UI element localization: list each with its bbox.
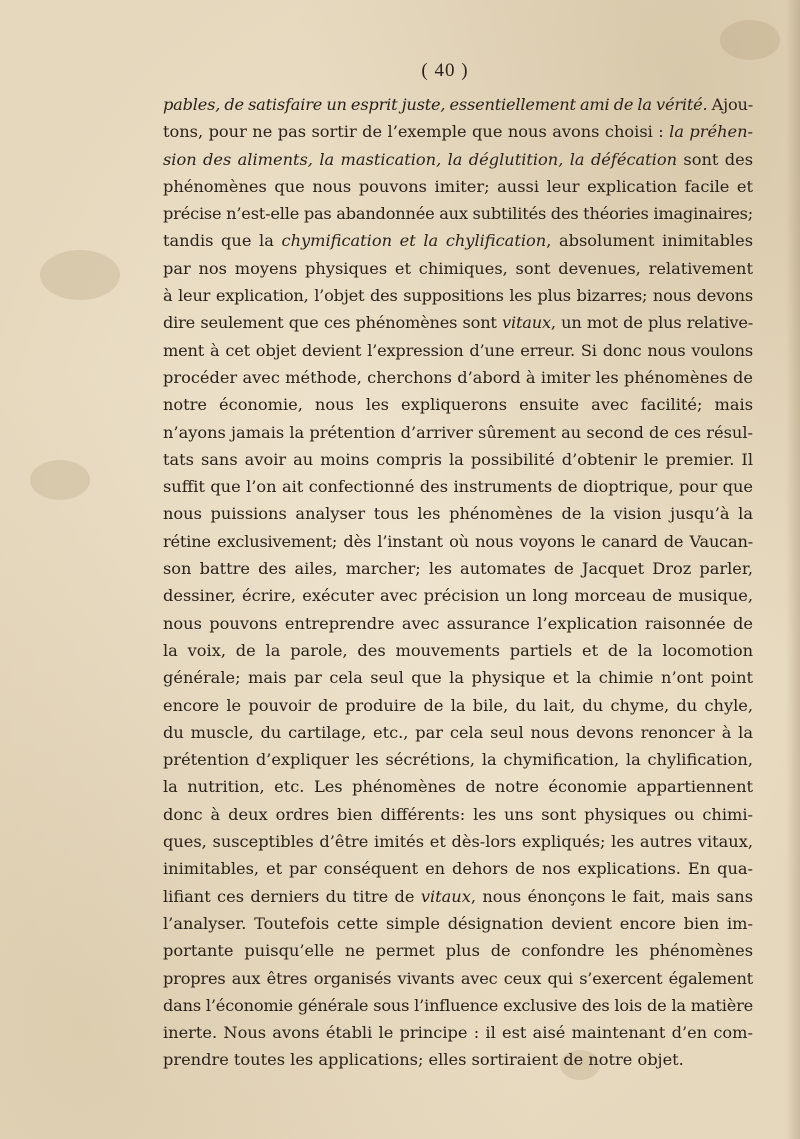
page-number: ( 40 ) [421, 60, 469, 81]
text-segment: précise n’est-elle pas abandonnée aux subtilités des théories imaginaires; [163, 204, 753, 224]
text-line [163, 719, 753, 746]
text-segment: inerte. Nous avons établi le principe : il est aisé maintenant d’en com- [163, 1023, 753, 1043]
text-line [163, 91, 753, 118]
text-segment: suffit que l’on ait confectionné des instruments de dioptrique, pour que [163, 477, 753, 497]
text-line [163, 582, 753, 609]
paper-stain [30, 460, 90, 500]
text-segment: ment à cet objet devient l’expression d’une erreur. Si donc nous voulons [163, 340, 753, 360]
text-line [163, 801, 753, 828]
text-line [163, 200, 753, 227]
text-line [163, 883, 753, 910]
text-line [163, 828, 753, 855]
text-segment: lifiant ces derniers du titre de [163, 886, 421, 906]
text-line [163, 692, 753, 719]
text-segment: par nos moyens physiques et chimiques, sont devenues, relativement [163, 258, 753, 278]
text-line [163, 364, 753, 391]
text-line [163, 1046, 753, 1073]
text-segment: , nous énonçons le fait, mais sans [470, 886, 754, 906]
text-line [163, 528, 753, 555]
text-line [163, 118, 753, 145]
text-segment: à leur explication, l’objet des suppositions les plus bizarres; nous devons [163, 286, 753, 306]
text-segment: la voix, de la parole, des mouvements partiels et de la locomotion [163, 640, 753, 660]
text-line [163, 855, 753, 882]
text-line [163, 773, 753, 800]
italic-text: chymification et la chylification [281, 231, 547, 251]
text-line [163, 637, 753, 664]
text-segment: prétention d’expliquer les sécrétions, la chymification, la chylification, [163, 750, 753, 770]
text-segment: tons, pour ne pas sortir de l’exemple que nous avons choisi : [163, 122, 670, 142]
text-line [163, 910, 753, 937]
text-line [163, 446, 753, 473]
text-segment: son battre des ailes, marcher; les automates de Jacquet Droz parler, [163, 559, 753, 579]
page-edge-shadow [786, 0, 800, 1139]
text-line [163, 282, 753, 309]
text-segment: sont des [677, 149, 753, 169]
text-line [163, 664, 753, 691]
text-line [163, 746, 753, 773]
text-line [163, 500, 753, 527]
text-segment: dire seulement que ces phénomènes sont [163, 313, 503, 333]
text-line [163, 992, 753, 1019]
body-text [163, 91, 753, 1074]
text-segment: dans l’économie générale sous l’influence exclusive des lois de la matière [163, 995, 753, 1015]
text-segment: nous puissions analyser tous les phénomènes de la vision jusqu’à la [163, 504, 753, 524]
text-segment: dessiner, écrire, exécuter avec précision un long morceau de musique, [163, 586, 753, 606]
italic-text: sion des aliments, la mastication, la déglutition, la défécation [163, 149, 678, 169]
text-segment: générale; mais par cela seul que la physique et la chimie n’ont point [163, 668, 753, 688]
text-segment: Ajou- [707, 95, 754, 114]
text-segment: la nutrition, etc. Les phénomènes de notre économie appartiennent [163, 777, 753, 797]
text-segment: ques, susceptibles d’être imités et dès-lors expliqués; les autres vitaux, [163, 832, 753, 852]
text-segment: inimitables, et par conséquent en dehors de nos explications. En qua- [163, 859, 753, 879]
text-segment: l’analyser. Toutefois cette simple désignation devient encore bien im- [163, 913, 753, 933]
text-segment: portante puisqu’elle ne permet plus de confondre les phénomènes [163, 941, 753, 961]
text-segment: n’ayons jamais la prétention d’arriver sûrement au second de ces résul- [163, 422, 753, 442]
italic-text: la préhen- [669, 122, 753, 142]
text-line [163, 937, 753, 964]
text-segment: tats sans avoir au moins compris la possibilité d’obtenir le premier. Il [163, 449, 753, 469]
text-line [163, 555, 753, 582]
text-line [163, 610, 753, 637]
text-line [163, 419, 753, 446]
text-line [163, 146, 753, 173]
text-line [163, 227, 753, 254]
text-line [163, 337, 753, 364]
text-segment: propres aux êtres organisés vivants avec ceux qui s’exercent également [163, 968, 753, 988]
text-line [163, 391, 753, 418]
text-line [163, 1019, 753, 1046]
paper-stain [40, 250, 120, 300]
italic-text: vitaux [502, 313, 551, 333]
text-segment: procéder avec méthode, cherchons d’abord à imiter les phénomènes de [163, 367, 753, 387]
text-segment: phénomènes que nous pouvons imiter; aussi leur explication facile et [163, 176, 753, 196]
text-line [163, 309, 753, 336]
text-line [163, 173, 753, 200]
text-segment: , absolument inimitables [546, 231, 753, 251]
text-segment: notre économie, nous les expliquerons ensuite avec facilité; mais [163, 395, 753, 415]
text-segment: du muscle, du cartilage, etc., par cela seul nous devons renoncer à la [163, 722, 753, 742]
text-segment: tandis que la [163, 231, 282, 251]
text-segment: encore le pouvoir de produire de la bile, du lait, du chyme, du chyle, [163, 695, 753, 715]
text-segment: prendre toutes les applications; elles sortiraient de notre objet. [163, 1050, 684, 1070]
text-segment: nous pouvons entreprendre avec assurance l’explication raisonnée de [163, 613, 753, 633]
italic-text: pables, de satisfaire un esprit juste, essentiellement ami de la vérité. [163, 95, 708, 114]
text-line [163, 965, 753, 992]
paper-stain [720, 20, 780, 60]
text-line [163, 473, 753, 500]
text-segment: donc à deux ordres bien différents: les uns sont physiques ou chimi- [163, 804, 753, 824]
text-line [163, 255, 753, 282]
text-segment: rétine exclusivement; dès l’instant où nous voyons le canard de Vaucan- [163, 531, 753, 551]
text-segment: , un mot de plus relative- [550, 313, 753, 333]
italic-text: vitaux [420, 886, 471, 906]
